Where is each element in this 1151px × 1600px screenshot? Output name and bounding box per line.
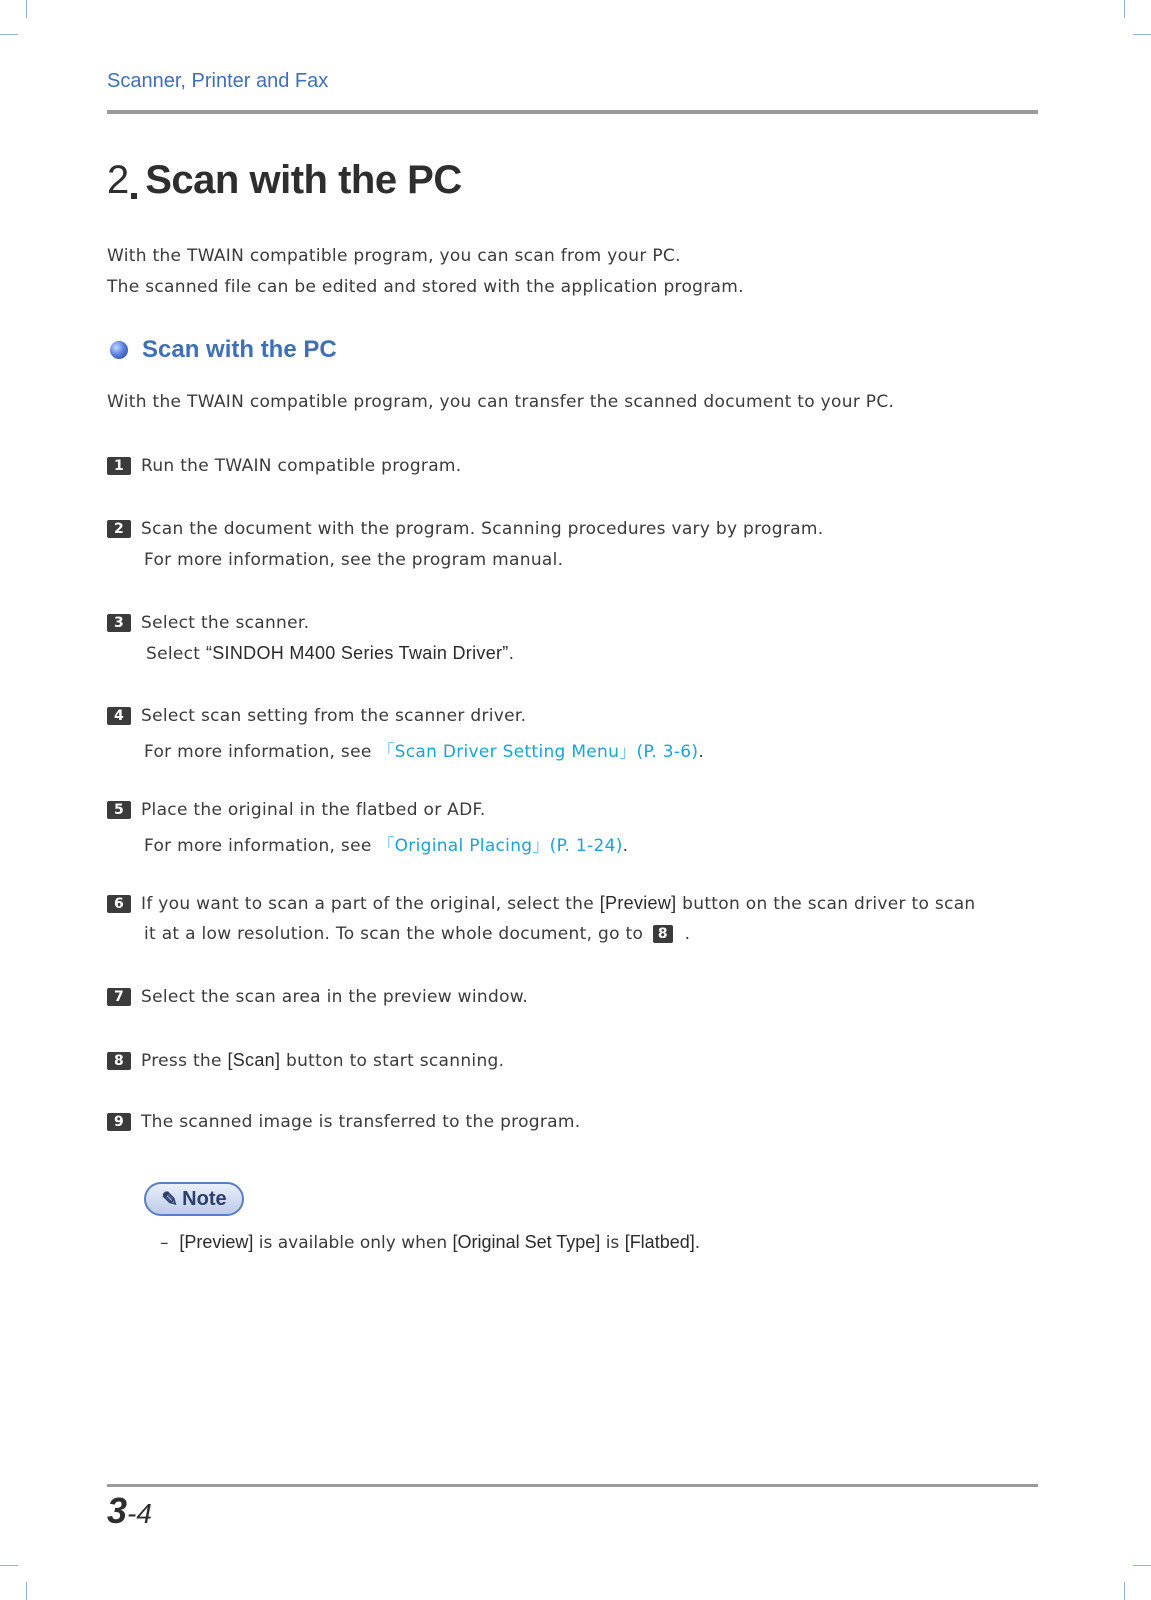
note-is: is bbox=[600, 1233, 625, 1253]
step-5-detail bbox=[144, 831, 628, 856]
detail-suffix: . bbox=[698, 742, 705, 762]
step-2 bbox=[107, 519, 823, 539]
note-original-set-type: [Original Set Type] bbox=[452, 1232, 601, 1252]
note-mid: is available only when bbox=[253, 1233, 453, 1253]
driver-name: “SINDOH M400 Series Twain Driver” bbox=[205, 643, 509, 663]
header-title: Scanner, Printer and Fax bbox=[107, 70, 329, 92]
step-4 bbox=[107, 706, 526, 726]
page-number bbox=[107, 1490, 152, 1532]
detail-prefix: For more information, see bbox=[144, 742, 378, 762]
step-text-suffix: button on the scan driver to scan bbox=[676, 894, 976, 914]
crop-mark bbox=[0, 1565, 18, 1566]
note-label-text: Note bbox=[182, 1187, 227, 1210]
detail-suffix: . bbox=[678, 924, 691, 944]
scan-button-label: [Scan] bbox=[227, 1050, 281, 1070]
detail-suffix: . bbox=[508, 644, 515, 664]
step-3-detail bbox=[146, 643, 514, 664]
detail-prefix: Select bbox=[146, 644, 206, 664]
pencil-icon: ✎ bbox=[161, 1188, 179, 1211]
step-number-badge: 2 bbox=[107, 520, 131, 538]
crop-mark bbox=[1124, 0, 1125, 18]
section-title: Scan with the PC bbox=[142, 336, 337, 363]
step-number-badge: 7 bbox=[107, 988, 131, 1006]
note-preview: [Preview] bbox=[179, 1232, 254, 1252]
step-text: The scanned image is transferred to the program. bbox=[141, 1112, 581, 1132]
step-reference-badge[interactable]: 8 bbox=[653, 925, 673, 943]
step-number-badge: 9 bbox=[107, 1113, 131, 1131]
chapter-title: Scan with the PC bbox=[145, 158, 462, 202]
step-1 bbox=[107, 456, 461, 476]
note-flatbed: [Flatbed] bbox=[624, 1232, 695, 1252]
header-divider bbox=[107, 110, 1038, 114]
scan-driver-setting-link[interactable]: 「Scan Driver Setting Menu」(P. 3-6) bbox=[377, 742, 699, 762]
detail-prefix: For more information, see bbox=[144, 836, 378, 856]
step-number-badge: 3 bbox=[107, 614, 131, 632]
crop-mark bbox=[0, 34, 18, 35]
step-2-detail: For more information, see the program manual. bbox=[144, 550, 564, 570]
intro-line-2: The scanned file can be edited and stored with the application program. bbox=[107, 277, 744, 297]
crop-mark bbox=[26, 0, 27, 18]
step-5 bbox=[107, 800, 486, 820]
step-6 bbox=[107, 893, 976, 914]
crop-mark bbox=[1133, 1565, 1151, 1566]
note-label bbox=[144, 1182, 244, 1216]
step-number-badge: 4 bbox=[107, 707, 131, 725]
step-text: Place the original in the flatbed or ADF. bbox=[141, 800, 486, 820]
step-9 bbox=[107, 1112, 580, 1132]
step-3 bbox=[107, 613, 309, 633]
step-6-detail bbox=[144, 924, 690, 944]
crop-mark bbox=[26, 1582, 27, 1600]
step-number-badge: 6 bbox=[107, 895, 131, 913]
step-8 bbox=[107, 1050, 504, 1071]
step-text-prefix: If you want to scan a part of the original, select the bbox=[141, 894, 600, 914]
preview-button-label: [Preview] bbox=[599, 893, 677, 913]
step-text: Select scan setting from the scanner driver. bbox=[141, 706, 527, 726]
step-text: Scan the document with the program. Scanning procedures vary by program. bbox=[141, 519, 824, 539]
step-text-suffix: button to start scanning. bbox=[280, 1051, 505, 1071]
section-heading bbox=[110, 336, 337, 364]
step-number-badge: 1 bbox=[107, 457, 131, 475]
step-text: Select the scan area in the preview window. bbox=[141, 987, 529, 1007]
footer-divider bbox=[107, 1484, 1038, 1487]
note-end: . bbox=[694, 1233, 701, 1253]
original-placing-link[interactable]: 「Original Placing」(P. 1-24) bbox=[377, 836, 623, 856]
section-description: With the TWAIN compatible program, you can transfer the scanned document to your PC. bbox=[107, 392, 895, 412]
step-4-detail bbox=[144, 737, 704, 762]
crop-mark bbox=[1133, 34, 1151, 35]
intro-line-1: With the TWAIN compatible program, you can scan from your PC. bbox=[107, 246, 681, 266]
bullet-ball-icon bbox=[110, 341, 128, 359]
step-text: Run the TWAIN compatible program. bbox=[141, 456, 462, 476]
detail-prefix: it at a low resolution. To scan the whole document, go to bbox=[144, 924, 649, 944]
step-text-prefix: Press the bbox=[141, 1051, 228, 1071]
crop-mark bbox=[1124, 1582, 1125, 1600]
step-text: Select the scanner. bbox=[141, 613, 310, 633]
step-number-badge: 5 bbox=[107, 801, 131, 819]
page-chapter-number: 3 bbox=[107, 1490, 128, 1531]
chapter-number: 2 bbox=[107, 158, 130, 202]
page-suffix: -4 bbox=[127, 1498, 152, 1529]
step-7 bbox=[107, 987, 528, 1007]
chapter-dot bbox=[131, 193, 137, 199]
step-number-badge: 8 bbox=[107, 1052, 131, 1070]
detail-suffix: . bbox=[622, 836, 629, 856]
chapter-heading bbox=[107, 158, 462, 203]
note-dash: – bbox=[160, 1233, 169, 1253]
note-text bbox=[160, 1232, 700, 1253]
